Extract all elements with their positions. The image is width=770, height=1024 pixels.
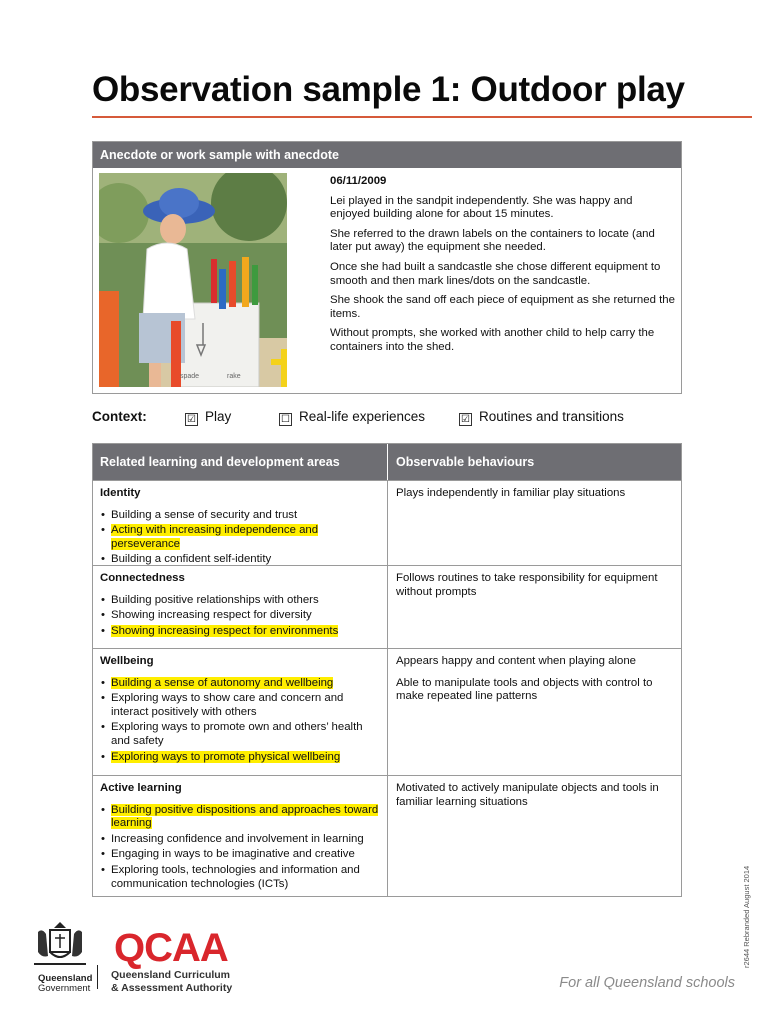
queensland-government-wordmark: Queensland Government [38,973,93,994]
area-title: Active learning [100,782,182,794]
photo-illustration [99,173,287,387]
list-item-highlighted: • Exploring ways to promote physical wellbeing [111,751,380,765]
qcaa-wordmark: Queensland Curriculum & Assessment Authority [111,969,233,994]
table-row-wellbeing [93,648,681,775]
list-item: • Exploring ways to show care and concern and interact positively with others [111,692,380,719]
qcaa-logo: QCAA [114,926,228,970]
anecdote-paragraph: Without prompts, she worked with another child to help carry the containers into the shed. [330,327,655,353]
behaviours-cell [388,481,681,565]
table-row-active-learning [93,775,681,896]
title-rule [92,116,752,118]
anecdote-paragraph: Once she had built a sandcastle she chose different equipment to smooth and then mark lines/dots on the sandcastle. [330,260,661,287]
queensland-coat-of-arms-icon [30,918,90,972]
area-title: Wellbeing [100,655,154,667]
page-title: Observation sample 1: Outdoor play [92,70,685,109]
behaviour-text: Follows routines to take responsibility for equipment without prompts [396,572,658,598]
checkbox-checked-icon[interactable]: ☑ [185,413,198,426]
behaviour-text: Able to manipulate tools and objects with control to make repeated line patterns [396,676,653,703]
behaviour-text: Motivated to actively manipulate objects and tools in familiar learning situations [396,782,659,808]
area-list [100,804,380,892]
areas-cell [93,776,388,896]
anecdote-paragraph: She referred to the drawn labels on the containers to locate (and later put away) the equipment she needed. [330,227,655,254]
table-row-identity [93,480,681,565]
list-item: • Building positive relationships with others [111,594,380,608]
area-list [100,594,380,639]
context-row [92,409,692,427]
list-item-highlighted: • Showing increasing respect for environments [111,625,380,639]
table-header [93,444,681,480]
checkbox-unchecked-icon[interactable]: ☐ [279,413,292,426]
behaviours-cell [388,649,681,775]
list-item: • Building a confident self-identity [111,553,380,567]
footer-divider [97,965,98,989]
areas-cell [93,649,388,775]
checkbox-checked-icon[interactable]: ☑ [459,413,472,426]
list-item: • Showing increasing respect for diversity [111,609,380,623]
column-header-behaviours: Observable behaviours [396,455,535,469]
context-option-real-life[interactable] [279,409,425,426]
list-item-highlighted: • Building a sense of autonomy and wellbeing [111,677,380,691]
column-header-areas: Related learning and development areas [93,444,388,480]
anecdote-date: 06/11/2009 [330,175,387,187]
list-item-highlighted: • Building positive dispositions and approaches toward learning [111,804,380,831]
list-item: • Exploring tools, technologies and information and communication technologies (ICTs) [111,864,380,891]
table-row-connectedness [93,565,681,648]
list-item: • Building a sense of security and trust [111,509,380,523]
behaviours-cell [388,776,681,896]
context-option-label: Routines and transitions [479,409,624,424]
behaviour-text: Appears happy and content when playing alone [396,655,637,667]
photo-label-spade: spade [180,373,200,380]
list-item: • Exploring ways to promote own and others’ health and safety [111,721,380,748]
area-title: Identity [100,487,141,499]
areas-cell [93,566,388,648]
list-item: • Engaging in ways to be imaginative and creative [111,848,380,862]
behaviour-text: Plays independently in familiar play situations [396,487,626,499]
anecdote-text [330,175,675,361]
area-list [100,677,380,765]
anecdote-paragraph: She shook the sand off each piece of equipment as she returned the items. [330,294,675,320]
list-item-highlighted: • Acting with increasing independence and perseverance [111,524,380,551]
context-option-routines[interactable] [459,409,624,426]
document-code: r2644 Rebranded August 2014 [742,865,751,968]
area-title: Connectedness [100,572,185,584]
area-list [100,509,380,567]
child-playing-photo [99,173,287,387]
areas-cell [93,481,388,565]
anecdote-header: Anecdote or work sample with anecdote [93,142,681,168]
behaviours-cell [388,566,681,648]
learning-table [92,443,682,897]
context-option-label: Play [205,409,232,424]
anecdote-box [92,141,682,394]
context-option-label: Real-life experiences [299,409,426,424]
context-label: Context: [92,409,147,424]
footer-tagline: For all Queensland schools [559,975,735,991]
context-option-play[interactable] [185,409,231,426]
list-item: • Increasing confidence and involvement in learning [111,833,380,847]
photo-label-rake: rake [227,373,241,380]
anecdote-paragraph: Lei played in the sandpit independently. She was happy and enjoyed building alone for about 15 minutes. [330,194,633,221]
